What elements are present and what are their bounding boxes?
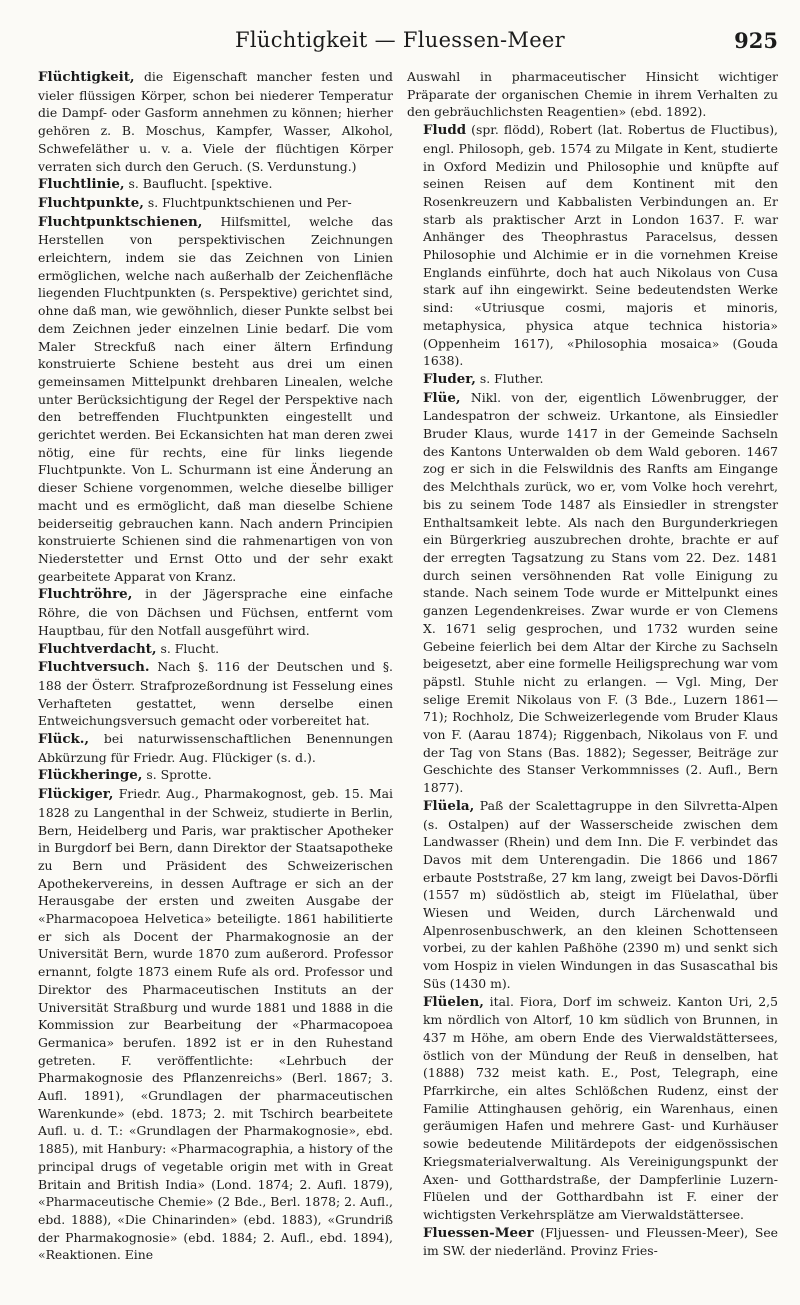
entry-text: s. Bauflucht. [spektive. [124,176,273,192]
entry-headword: Fluessen-Meer [423,1224,534,1241]
text-columns [22,68,778,1264]
entry-text: ital. Fiora, Dorf im schweiz. Kanton Uri, 2,5 km nördlich von Altorf, 10 km südlich von Brunnen, in 437 m Höhe, am obern Ende des Vierwaldstättersees, östlich von der Mündung der Reuß in denselben, hat (1888) 732 meist kath. E., Post, Telegraph, eine Pfarrkirche, ein altes Schlößchen Rudenz, einst der Familie Attinghausen gehörig, ein Warenhaus, einen geräumigen Hafen und mehrere Gast- und Kurhäuser sowie bedeutende Militärdepots der eidgenössischen Kriegsmaterialverwaltung. Als Vereinigungspunkt der Axen- und Gotthardstraße, der Dampferlinie Luzern-Flüelen und der Gotthardbahn ist F. einer der wichtigsten Verkehrsplätze am Vierwaldstättersee. [423,993,778,1222]
dictionary-entry [407,389,778,797]
dictionary-entry [407,68,778,121]
dictionary-entry [22,213,393,586]
entry-text: (spr. flödd), Robert (lat. Robertus de Fluctibus), engl. Philosoph, geb. 1574 zu Milgate in Kent, studierte in Oxford Medizin und Philosophie und knüpfte auf seinen Reisen auf dem Kontinent mit den Rosenkreuzern und Kabbalisten Verbindungen an. Er starb als praktischer Arzt in London 1637. F. war Anhänger des Theophrastus Paracelsus, dessen Philosophie und Alchimie er in die vornehmen Kreise Englands einführte, doch hat auch Nikolaus von Cusa stark auf ihn eingewirkt. Seine bedeutendsten Werke sind: «Utriusque cosmi, majoris et minoris, metaphysica, physica atque technica historia» (Oppenheim 1617), «Philosophia mosaica» (Gouda 1638). [423,122,778,369]
entry-headword: Fludd [423,122,467,139]
entry-headword: Fluchtröhre, [38,586,133,603]
entry-text: in der Jägersprache eine einfache Röhre, die von Dächsen und Füchsen, entfernt vom Hauptbau, für den Notfall ausgeführt wird. [38,586,393,638]
entry-text: s. Fluchtpunktschienen und Per- [143,194,352,210]
entry-headword: Flüelen, [423,993,484,1010]
entry-headword: Flückiger, [38,786,114,803]
dictionary-entry [22,175,393,194]
entry-text: s. Flucht. [156,640,220,656]
entry-headword: Fluchtverdacht, [38,640,157,657]
dictionary-entry [22,194,393,213]
entry-text: Paß der Scalettagruppe in den Silvretta-Alpen (s. Ostalpen) auf der Wasserscheide zwischen dem Landwasser (Rhein) und dem Inn. Die F. verbindet das Davos mit dem Unterengadin. Die 1866 und 1867 erbaute Poststraße, 27 km lang, zweigt bei Davos-Dörfli (1557 m) südöstlich ab, steigt im Flüelathal, über Wiesen und Weiden, durch Lärchenwald und Alpenrosenbuschwerk, an den kleinen Schottenseen vorbei, zu der kahlen Paßhöhe (2390 m) und senkt sich vom Hospiz in vielen Windungen in das Susascathal bis Süs (1430 m). [423,797,778,991]
entry-text: (Fljuessen- und Fleussen-Meer), See im SW. der niederländ. Provinz Fries- [423,1224,778,1259]
entry-headword: Flüe, [423,389,461,406]
entry-text: s. Sprotte. [142,767,212,783]
dictionary-entry [407,993,778,1224]
dictionary-entry [407,1224,778,1260]
page-number: 925 [734,28,778,53]
dictionary-entry [22,785,393,1264]
entry-headword: Fluchtlinie, [38,176,125,193]
entry-headword: Flüchtigkeit, [38,69,135,85]
dictionary-entry [407,797,778,993]
entry-headword: Flückheringe, [38,767,143,784]
entry-text: s. Fluther. [475,370,544,386]
entry-text: bei naturwissenschaftlichen Benennungen Abkürzung für Friedr. Aug. Flückiger (s. d.). [38,731,393,765]
dictionary-entry [22,730,393,766]
entry-headword: Fluchtversuch. [38,659,150,676]
dictionary-entry [22,766,393,785]
dictionary-entry [22,658,393,730]
entry-headword: Fluchtpunkte, [38,194,144,211]
page-header [22,24,778,62]
dictionary-entry [22,585,393,639]
dictionary-entry [22,640,393,659]
entry-headword: Flück., [38,731,90,748]
entry-headword: Fluder, [423,370,476,387]
dictionary-entry [407,370,778,389]
entry-text: Auswahl in pharmaceutischer Hinsicht wichtiger Präparate der organischen Chemie in ihrem Verhalten zu den gebräuchlichsten Reagentien» (ebd. 1892). [407,69,778,120]
entry-text: Nikl. von der, eigentlich Löwenbrugger, der Landespatron der schweiz. Urkantone, als Einsiedler Bruder Klaus, wurde 1417 in der Gemeinde Sachseln des Kantons Unterwalden ob dem Wald geboren. 1467 zog er sich in die Felswildnis des Ranfts am Eingange des Melchthals zurück, wo er, vom Volke hoch verehrt, bis zu seinem Tode 1487 als Einsiedler in strengster Enthaltsamkeit lebte. Als nach den Burgunderkriegen ein Bürgerkrieg auszubrechen drohte, brachte er auf der erregten Tagsatzung zu Stans vom 22. Dez. 1481 durch seinen versöhnenden Rat volle Einigung zu stande. Nach seinem Tode wurde er Mittelpunkt eines ganzen Legendenkreises. Zwar wurde er von Clemens X. 1671 selig gesprochen, und 1732 wurden seine Gebeine feierlich bei dem Altar der Kirche zu Sachseln beigesetzt, aber eine formelle Heiligsprechung war vom päpstl. Stuhle nicht zu erlangen. — Vgl. Ming, Der selige Eremit Nikolaus von F. (3 Bde., Luzern 1861—71); Rochholz, Die Schweizerlegende vom Bruder Klaus von F. (Aarau 1874); Riggenbach, Nikolaus von F. und der Tag von Stans (Bas. 1882); Segesser, Beiträge zur Geschichte des Stanser Verkommnisses (2. Aufl., Bern 1877). [423,389,778,796]
dictionary-entry [407,121,778,370]
entry-text: Friedr. Aug., Pharmakognost, geb. 15. Mai 1828 zu Langenthal in der Schweiz, studierte in Berlin, Bern, Heidelberg und Paris, war praktischer Apotheker in Burgdorf bei Bern, dann Direktor der Staatsapotheke zu Bern und Präsident des Schweizerischen Apothekervereins, in dessen Auftrage er sich an der Herausgabe der ersten und zweiten Ausgabe der «Pharmacopoea Helvetica» beteiligte. 1861 habilitierte er sich als Docent der Pharmakognosie an der Universität Bern, wurde 1870 zum außerord. Professor ernannt, folgte 1873 einem Rufe als ord. Professor und Direktor des Pharmaceutischen Instituts an der Universität Straßburg und wurde 1881 und 1888 in die Kommission zur Bearbeitung der «Pharmacopoea Germanica» berufen. 1892 ist er in den Ruhestand getreten. F. veröffentlichte: «Lehrbuch der Pharmakognosie des Pflanzenreichs» (Berl. 1867; 3. Aufl. 1891), «Grundlagen der pharmaceutischen Warenkunde» (ebd. 1873; 2. mit Tschirch bearbeitete Aufl. u. d. T.: «Grundlagen der Pharmakognosie», ebd. 1885), mit Hanbury: «Pharmacographia, a history of the principal drugs of vegetable origin met with in Great Britain and British India» (Lond. 1874; 2. Aufl. 1879), «Pharmaceutische Chemie» (2 Bde., Berl. 1878; 2. Aufl., ebd. 1888), «Die Chinarinden» (ebd. 1883), «Grundriß der Pharmakognosie» (ebd. 1884; 2. Aufl., ebd. 1894), «Reaktionen. Eine [38,786,393,1263]
entry-text: Nach §. 116 der Deutschen und §. 188 der Österr. Strafprozeßordnung ist Fesselung eines Verhafteten gestattet, wenn derselbe einen Entweichungsversuch gemacht oder vorbereitet hat. [38,659,393,729]
right-column [407,68,778,1264]
dictionary-entry [22,68,393,175]
entry-text: Hilfsmittel, welche das Herstellen von perspektivischen Zeichnungen erleichtern, indem sie das Zeichnen von Linien ermöglichen, welche nach außerhalb der Zeichenfläche liegenden Fluchtpunkten (s. Perspektive) gerichtet sind, ohne daß man, wie gewöhnlich, dieser Punkte selbst bei dem Zeichnen jeder einzelnen Linie bedarf. Die vom Maler Streckfuß nach einer ältern Erfindung konstruierte Schiene besteht aus drei um einen gemeinsamen Mittelpunkt drehbaren Linealen, welche unter Berücksichtigung der Regel der Perspektive nach den betreffenden Fluchtpunkten eingestellt und gerichtet werden. Bei Eckansichten hat man deren zwei nötig, eine für rechts, eine für links liegende Fluchtpunkte. Von L. Schurmann ist eine Änderung an dieser Schiene vorgenommen, welche dieselbe billiger macht und es ermöglicht, daß man dieselbe Schiene beiderseitig gebrauchen kann. Nach andern Principien konstruierte Schienen sind die rahmenartigen von von Niederstetter und Ernst Otto und der sehr exakt gearbeitete Apparat von Kranz. [38,213,393,584]
entry-text: die Eigenschaft mancher festen und vieler flüssigen Körper, schon bei niederer Temperatur die Dampf- oder Gasform annehmen zu können; hierher gehören z. B. Moschus, Kampfer, Wasser, Alkohol, Schwefeläther u. v. a. Viele der flüchtigen Körper verraten sich durch den Geruch. (S. Verdunstung.) [38,69,393,174]
running-title: Flüchtigkeit — Fluessen-Meer [235,28,565,52]
left-column [22,68,393,1264]
entry-headword: Flüela, [423,797,475,814]
entry-headword: Fluchtpunktschienen, [38,213,203,230]
